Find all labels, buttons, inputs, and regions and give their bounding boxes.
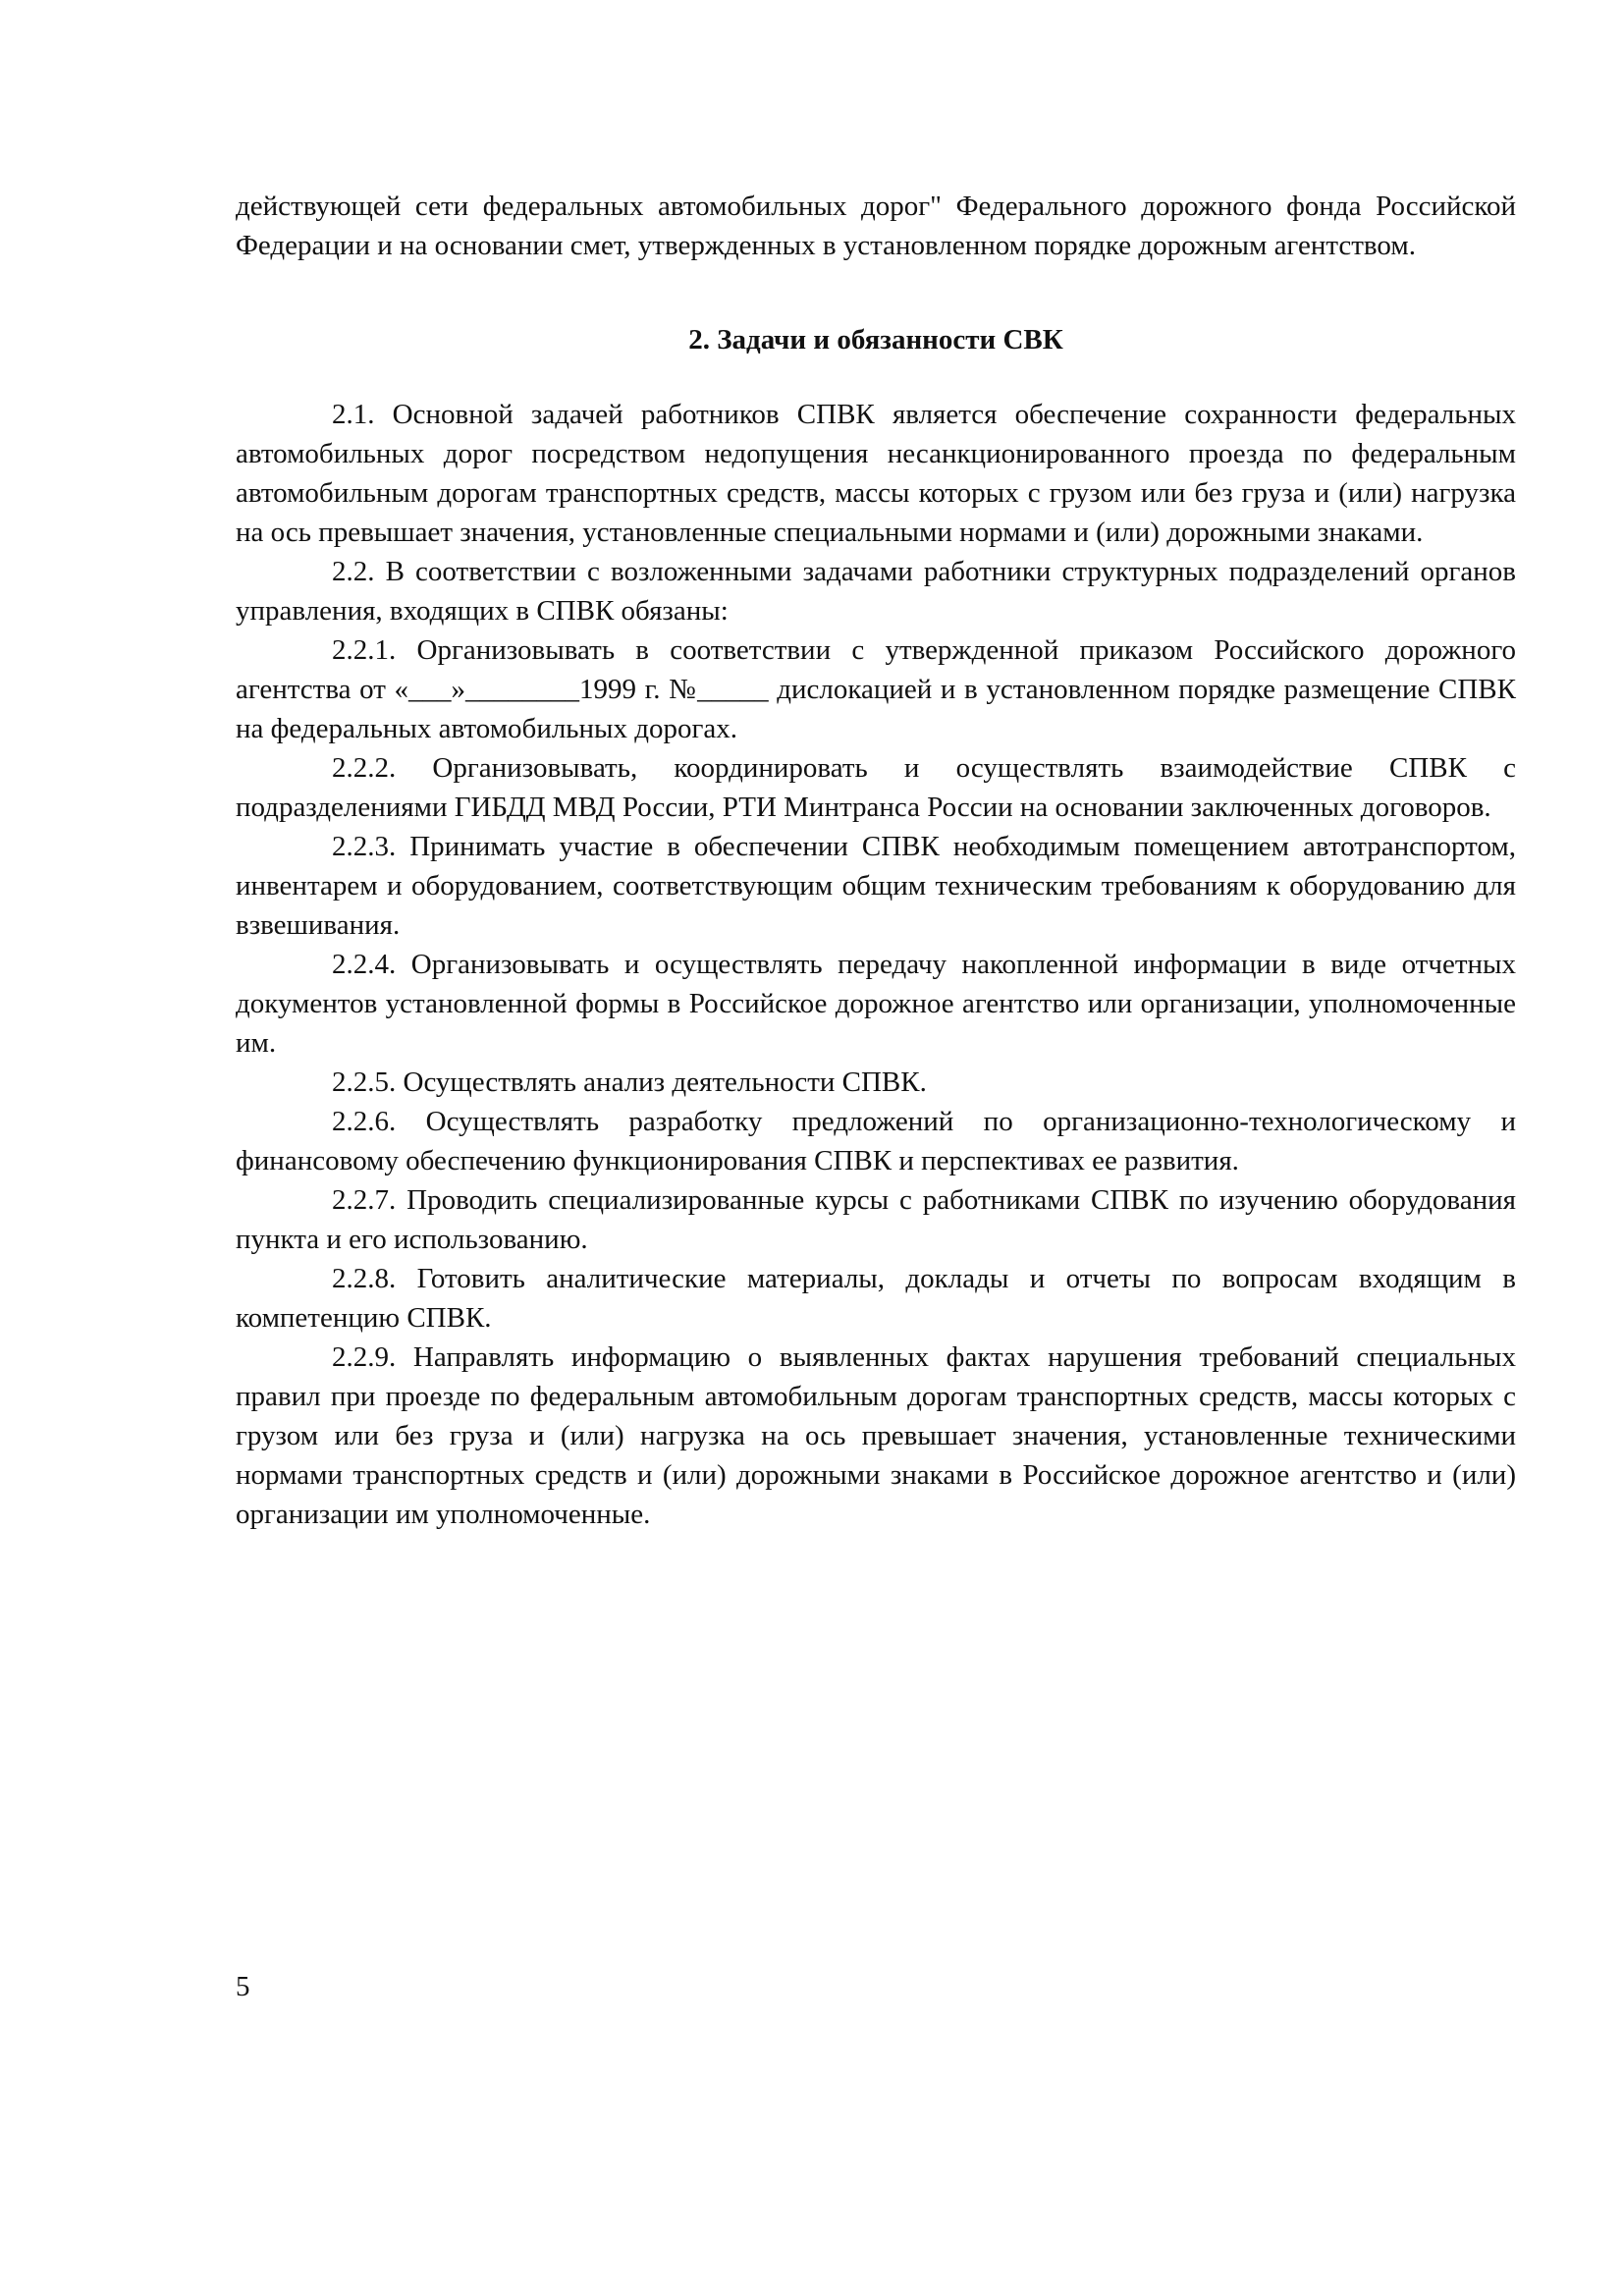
section-heading: 2. Задачи и обязанности СВК [688,324,1063,355]
document-body [236,187,1516,1534]
paragraph-2-2-9: 2.2.9. Направлять информацию о выявленных фактах нарушения требований специальных правил при проезде по федеральным автомобильным дорогам транспортных средств, массы которых с грузом или без груза и (или) нагрузка на ось превышает значения, установленные техническими нормами транспортных средств и (или) дорожными знаками в Российское дорожное агентство и (или) организации им уполномоченные. [236,1341,1516,1530]
paragraph-2-2-1: 2.2.1. Организовывать в соответствии с утвержденной приказом Российского дорожного агентства от «___»________1999 г. №_____ дислокацией и в установленном порядке размещение СПВК на федеральных автомобильных дорогах. [236,634,1516,744]
page-number: 5 [236,1971,250,2002]
paragraph-2-1: 2.1. Основной задачей работников СПВК является обеспечение сохранности федеральных автомобильных дорог посредством недопущения несанкционированного проезда по федеральным автомобильным дорогам транспортных средств, массы которых с грузом или без груза и (или) нагрузка на ось превышает значения, установленные специальными нормами и (или) дорожными знаками. [236,399,1516,548]
paragraph-2-2-4: 2.2.4. Организовывать и осуществлять передачу накопленной информации в виде отчетных документов установленной формы в Российское дорожное агентство или организации, уполномоченные им. [236,949,1516,1059]
paragraph-2-2-8: 2.2.8. Готовить аналитические материалы, доклады и отчеты по вопросам входящим в компетенцию СПВК. [236,1263,1516,1334]
paragraph-2-2-2: 2.2.2. Организовывать, координировать и осуществлять взаимодействие СПВК с подразделениями ГИБДД МВД России, РТИ Минтранса России на основании заключенных договоров. [236,752,1516,823]
paragraph-2-2-5: 2.2.5. Осуществлять анализ деятельности СПВК. [332,1066,927,1098]
intro-paragraph: действующей сети федеральных автомобильных дорог" Федерального дорожного фонда Российской Федерации и на основании смет, утвержденных в установленном порядке дорожным агентством. [236,191,1516,261]
paragraph-2-2-3: 2.2.3. Принимать участие в обеспечении СПВК необходимым помещением автотранспортом, инвентарем и оборудованием, соответствующим общим техническим требованиям к оборудованию для взвешивания. [236,831,1516,941]
paragraph-2-2-7: 2.2.7. Проводить специализированные курсы с работниками СПВК по изучению оборудования пункта и его использованию. [236,1184,1516,1255]
paragraph-2-2: 2.2. В соответствии с возложенными задачами работники структурных подразделений органов управления, входящих в СПВК обязаны: [236,556,1516,627]
paragraph-2-2-6: 2.2.6. Осуществлять разработку предложений по организационно-технологическому и финансовому обеспечению функционирования СПВК и перспективах ее развития. [236,1106,1516,1176]
